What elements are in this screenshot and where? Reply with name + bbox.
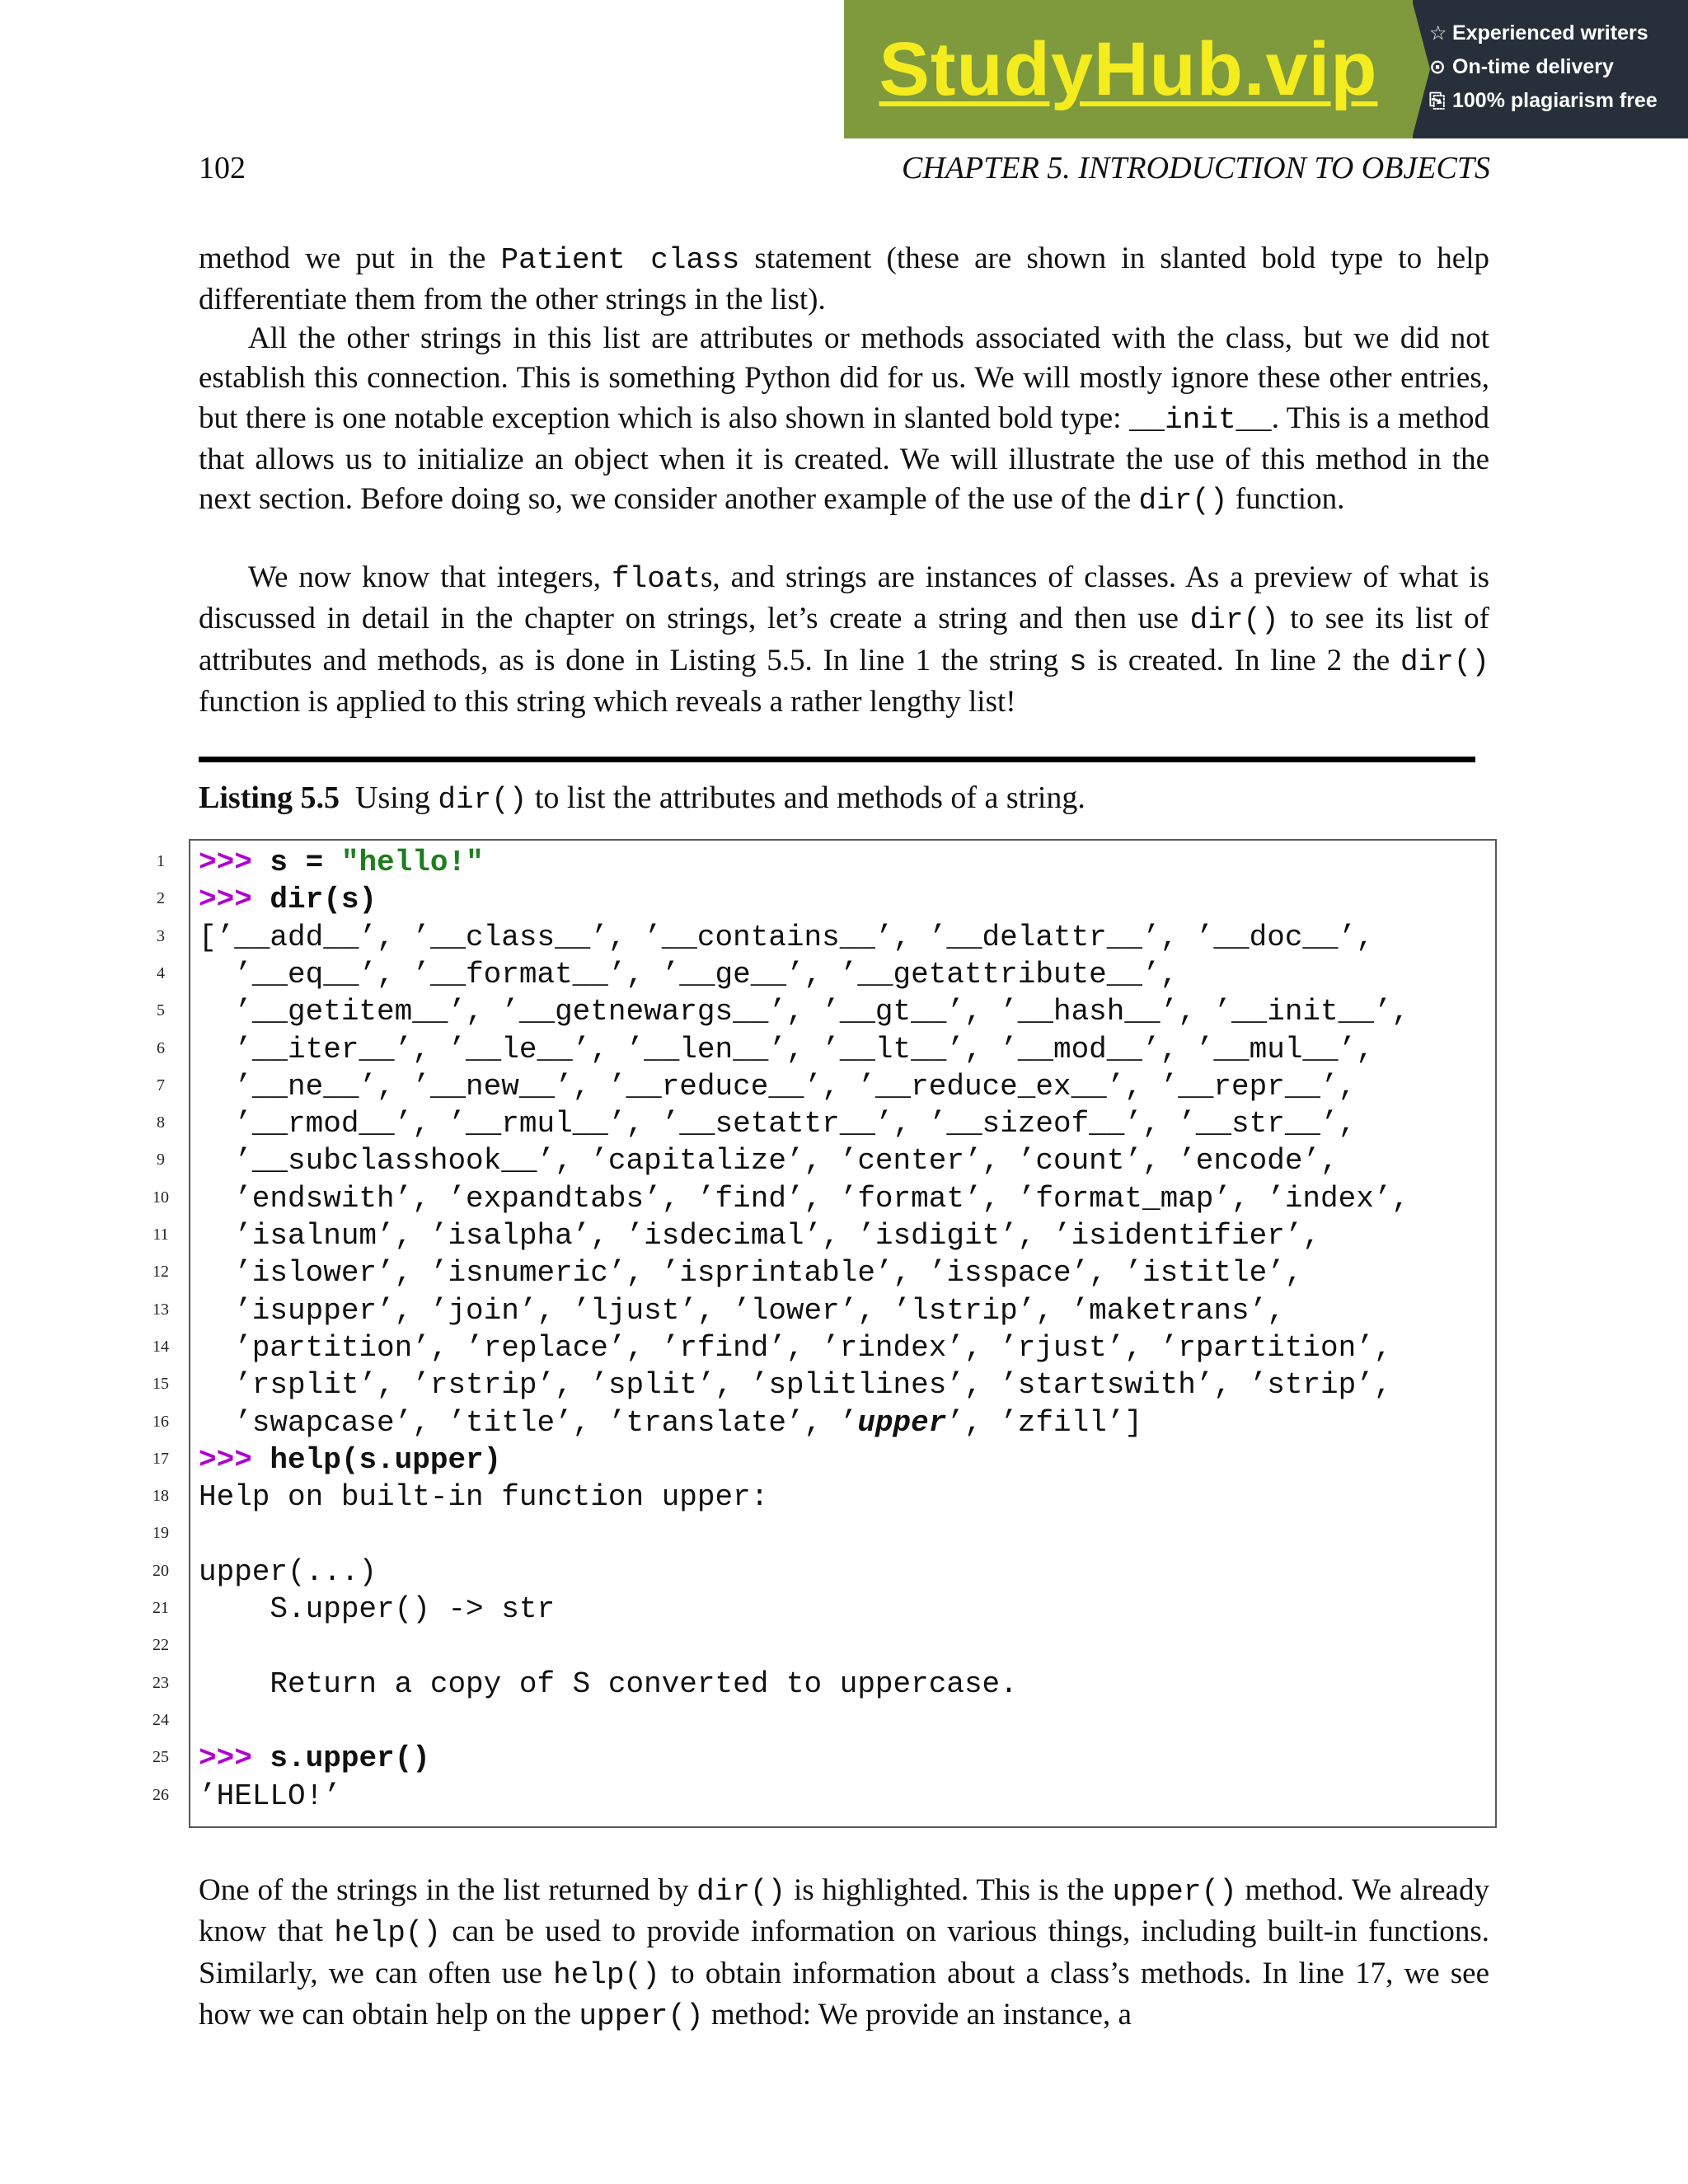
line-number: 5 [157,1001,165,1020]
code-output: ’__subclasshook__’, ’capitalize’, ’center’, ’count’, ’encode’, [199,1144,1339,1179]
line-number: 16 [152,1412,169,1431]
code-line [0,1480,1688,1517]
code-line [0,1443,1688,1480]
code-line [0,1070,1688,1107]
listing-label: Listing 5.5 [199,780,340,815]
line-number: 20 [152,1561,169,1580]
line-number: 17 [152,1449,169,1468]
code-text [199,1368,1391,1402]
code-text [199,1555,377,1589]
code-text [199,1256,1302,1290]
line-number: 18 [152,1487,169,1506]
copy-icon: ⎘ [1429,90,1446,112]
code-line [0,995,1688,1032]
chapter-title: CHAPTER 5. INTRODUCTION TO OBJECTS [902,151,1490,185]
code-highlight: upper [857,1405,947,1440]
code-output: ’HELLO!’ [199,1779,341,1813]
code-output: ’isalnum’, ’isalpha’, ’isdecimal’, ’isdigit’, ’isidentifier’, [199,1219,1321,1253]
code-line [0,1107,1688,1144]
line-number: 11 [152,1226,169,1244]
code-prompt: >>> [199,1442,270,1477]
code-line [0,883,1688,920]
studyhub-logo: StudyHub.vip [879,26,1378,111]
code-line [0,1517,1688,1554]
code-text [199,1741,430,1775]
code-line [0,846,1688,883]
line-number: 2 [157,889,165,908]
code-output: S.upper() -> str [199,1592,556,1626]
code-line [0,1182,1688,1219]
line-number: 1 [157,852,165,870]
line-number: 25 [152,1748,169,1767]
code-line [0,1033,1688,1070]
code-line [0,1219,1688,1256]
code-output: ’rsplit’, ’rstrip’, ’split’, ’splitlines’, ’startswith’, ’strip’, [199,1368,1392,1403]
code-line [0,1555,1688,1592]
line-number: 21 [152,1599,169,1617]
listing-rule [199,757,1475,762]
code-text [199,1667,1018,1701]
code-line [0,1368,1688,1405]
code-text [199,1070,1356,1104]
line-number: 24 [152,1710,169,1729]
code-output: upper(...) [199,1554,377,1589]
line-number: 26 [152,1785,169,1804]
code-line [0,1592,1688,1629]
paragraph-2: All the other strings in this list are attributes or methods associated with the class, but we did not establish this connection. This is something Python did for us. We will mostly ignore these other entries, but there is one notable exception which is also shown in slanted bold type: __init__. This is a method that allows us to initialize an object when it is created. We will illustrate the use of this method in the next section. Before doing so, we consider another example of the use of the dir() function. [199,321,1489,518]
code-text [199,958,1178,991]
code-line [0,1629,1688,1666]
line-number: 7 [157,1076,165,1094]
paragraph-4: One of the strings in the list returned by dir() is highlighted. This is the upper() method. We already know that help() can be used to provide information on various things, including built-in functions. Similarly, we can often use help() to obtain information about a class’s methods. In line 17, we see how we can obtain help on the upper() method: We provide an instance, a [199,1873,1489,2033]
code-output: Return a copy of S converted to uppercase. [199,1666,1018,1701]
code-output: ’swapcase’, ’title’, ’translate’, ’ [199,1405,858,1440]
code-text [199,1480,768,1514]
code-text [199,1182,1409,1216]
code-line [0,1406,1688,1443]
code-line [0,1256,1688,1293]
code-line [0,1144,1688,1181]
code-string-literal: "hello!" [340,846,484,879]
code-output: ’__iter__’, ’__le__’, ’__len__’, ’__lt__’, ’__mod__’, ’__mul__’, [199,1032,1374,1066]
code-output: Help on built-in function upper: [199,1480,769,1515]
code-output: ’__eq__’, ’__format__’, ’__ge__’, ’__getattribute__’, [199,957,1179,991]
code-text [199,921,1374,954]
code-text [199,1294,1285,1328]
line-number: 4 [157,963,165,982]
listing-caption: Listing 5.5 Using dir() to list the attributes and methods of a string. [199,780,1085,817]
line-number: 13 [152,1300,169,1319]
code-command: help(s.upper) [270,1442,502,1477]
studyhub-banner[interactable] [844,0,1688,138]
code-text [199,846,484,879]
feature-plagiarism-free: ⎘ 100% plagiarism free [1429,89,1658,112]
code-output: ’__getitem__’, ’__getnewargs__’, ’__gt__’, ’__hash__’, ’__init__’, [199,995,1410,1029]
line-number: 19 [152,1524,169,1543]
code-text [199,1592,555,1626]
code-line [0,958,1688,995]
code-prompt: >>> [199,1741,270,1776]
line-number: 23 [152,1673,169,1692]
line-number: 12 [152,1263,169,1282]
banner-logo-area [844,0,1413,138]
code-line [0,1667,1688,1704]
line-number: 9 [157,1151,165,1169]
code-output: ’partition’, ’replace’, ’rfind’, ’rindex’, ’rjust’, ’rpartition’, [199,1330,1392,1365]
code-output: ’islower’, ’isnumeric’, ’isprintable’, ’isspace’, ’istitle’, [199,1256,1303,1291]
code-line [0,1741,1688,1779]
code-text [199,1107,1356,1141]
code-text [199,883,377,916]
code-prompt: >>> [199,846,270,879]
line-number: 10 [152,1188,169,1207]
code-output: ’, ’zfill’] [946,1405,1143,1440]
line-number: 6 [157,1038,165,1057]
paragraph-1: method we put in the Patient class statement (these are shown in slanted bold type to help differentiate them from the other strings in the list). [199,241,1489,317]
code-text [199,1779,341,1813]
paragraph-3: We now know that integers, floats, and strings are instances of classes. As a preview of what is discussed in detail in the chapter on strings, let’s create a string and then use dir() to see its list of attributes and methods, as is done in Listing 5.5. In line 1 the string s is created. In line 2 the dir() function is applied to this string which reveals a rather lengthy list! [199,560,1489,719]
code-output: ’__rmod__’, ’__rmul__’, ’__setattr__’, ’__sizeof__’, ’__str__’, [199,1107,1357,1141]
line-number: 8 [157,1113,165,1132]
code-output: [’__add__’, ’__class__’, ’__contains__’, ’__delattr__’, ’__doc__’, [199,920,1374,954]
code-text [199,1144,1339,1178]
code-text [199,1033,1374,1066]
code-text [199,1443,501,1477]
line-number: 22 [152,1636,169,1655]
clock-icon: ⊙ [1429,56,1447,78]
banner-features [1413,0,1688,138]
feature-on-time-delivery: ⊙ On-time delivery [1429,55,1614,78]
code-text [199,1406,1142,1440]
code-command: s.upper() [270,1741,430,1776]
code-output: ’__ne__’, ’__new__’, ’__reduce__’, ’__reduce_ex__’, ’__repr__’, [199,1069,1357,1104]
code-line [0,921,1688,958]
code-line [0,1294,1688,1331]
code-line [0,1779,1688,1816]
code-prompt: >>> [199,883,270,917]
code-output: ’isupper’, ’join’, ’ljust’, ’lower’, ’lstrip’, ’maketrans’, [199,1293,1285,1328]
code-command: s = [270,846,341,879]
code-output: ’endswith’, ’expandtabs’, ’find’, ’format’, ’format_map’, ’index’, [199,1181,1410,1216]
code-text [199,1219,1320,1253]
code-line [0,1704,1688,1741]
code-line [0,1331,1688,1368]
feature-experienced-writers: ☆ Experienced writers [1429,21,1648,45]
code-text [199,995,1409,1029]
line-number: 3 [157,926,165,945]
star-icon: ☆ [1429,22,1447,45]
code-text [199,1331,1391,1365]
line-number: 14 [152,1337,169,1356]
page-number: 102 [199,151,246,185]
code-command: dir(s) [270,883,377,917]
line-number: 15 [152,1375,169,1394]
